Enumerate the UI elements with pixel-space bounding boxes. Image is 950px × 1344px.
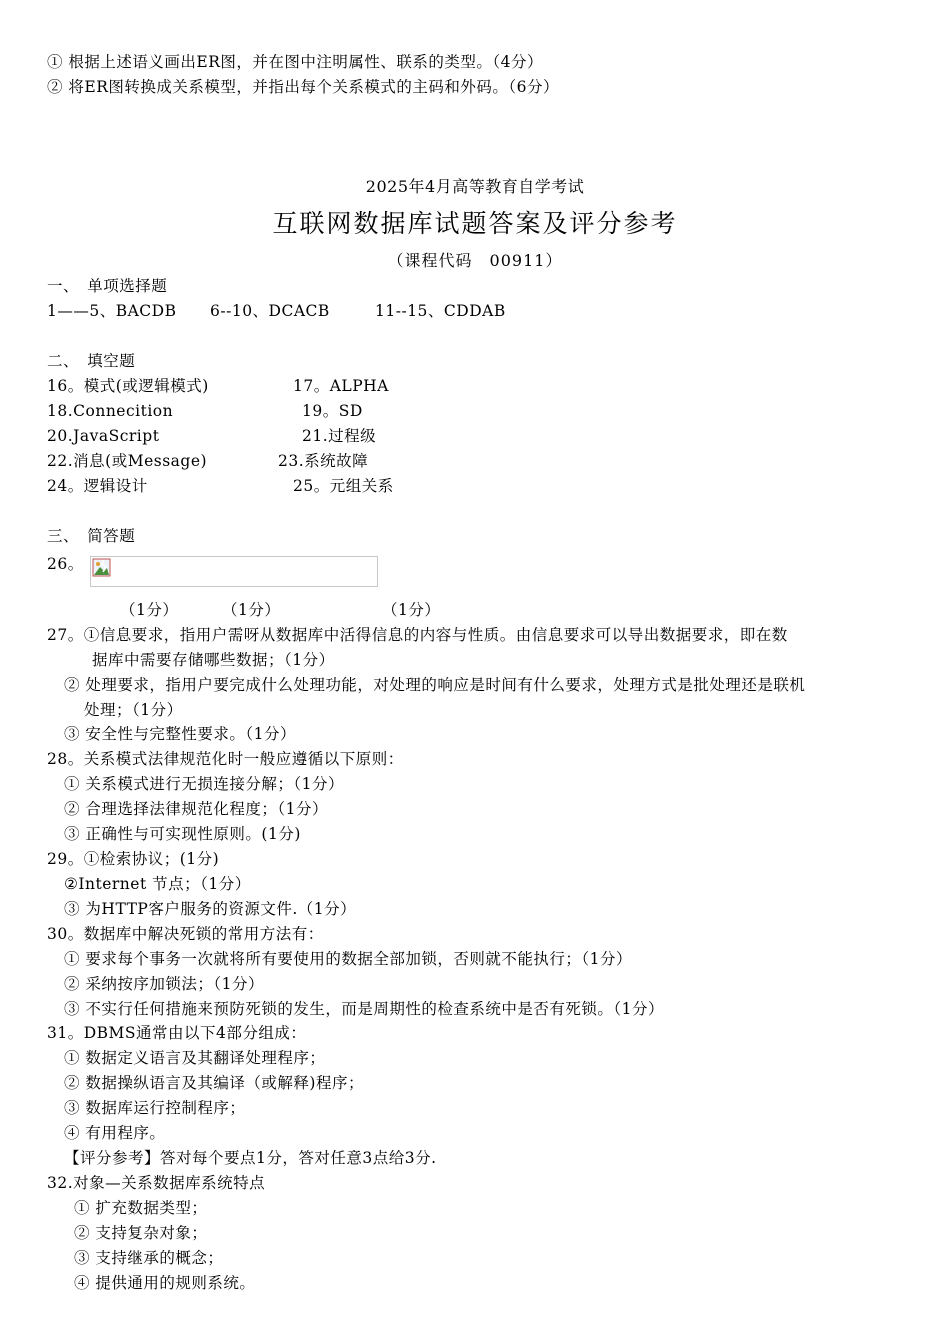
- answer-line: 29。①检索协议；(1分): [47, 850, 220, 868]
- page-title: 互联网数据库试题答案及评分参考: [272, 209, 678, 238]
- choice-answer-3: 11--15、CDDAB: [375, 302, 506, 320]
- fill-answer: 22.消息(或Message): [47, 452, 208, 470]
- answer-line: ① 数据定义语言及其翻译处理程序；: [64, 1049, 326, 1067]
- answer-line: ④ 提供通用的规则系统。: [74, 1274, 256, 1292]
- answer-line: ① 关系模式进行无损连接分解；（1分）: [64, 775, 345, 793]
- section-heading-choice: 一、 单项选择题: [47, 277, 168, 295]
- fill-answer: 24。逻辑设计: [47, 477, 148, 495]
- answer-line: 31。DBMS通常由以下4部分组成：: [47, 1024, 307, 1042]
- fill-answer: 17。ALPHA: [293, 377, 389, 395]
- section-heading-short: 三、 简答题: [47, 527, 136, 545]
- answer-line: ④ 有用程序。: [64, 1124, 166, 1142]
- answer-line: ② 处理要求，指用户要完成什么处理功能，对处理的响应是时间有什么要求，处理方式是批处理还是联机: [64, 676, 806, 694]
- course-code: （课程代码 00911）: [387, 251, 563, 270]
- answer-line: ③ 数据库运行控制程序；: [64, 1099, 246, 1117]
- answer-line: ① 扩充数据类型；: [74, 1199, 208, 1217]
- question-part-2: ② 将ER图转换成关系模型，并指出每个关系模式的主码和外码。（6分）: [47, 78, 560, 96]
- answer-line: ③ 为HTTP客户服务的资源文件.（1分）: [64, 900, 357, 918]
- answer-line: ② 合理选择法律规范化程度；（1分）: [64, 800, 329, 818]
- question-part-1: ① 根据上述语义画出ER图，并在图中注明属性、联系的类型。（4分）: [47, 53, 544, 71]
- q26-mark: （1分）: [120, 601, 179, 619]
- broken-image-frame: [90, 556, 378, 587]
- answer-line: ① 要求每个事务一次就将所有要使用的数据全部加锁，否则就不能执行；（1分）: [64, 950, 633, 968]
- answer-line: 27。①信息要求，指用户需呀从数据库中活得信息的内容与性质。由信息要求可以导出数据要求，即在数: [47, 626, 788, 644]
- fill-answer: 19。SD: [302, 402, 363, 420]
- fill-answer: 25。元组关系: [293, 477, 394, 495]
- answer-line: ③ 支持继承的概念；: [74, 1249, 224, 1267]
- fill-answer: 16。模式(或逻辑模式): [47, 377, 209, 395]
- answer-line: ② 数据操纵语言及其编译（或解释)程序；: [64, 1074, 364, 1092]
- answer-line: 据库中需要存储哪些数据；（1分）: [92, 651, 335, 669]
- section-heading-fill: 二、 填空题: [47, 352, 136, 370]
- broken-image-icon: [92, 558, 112, 578]
- answer-line: 32.对象—关系数据库系统特点: [47, 1174, 266, 1192]
- answer-line: ②Internet 节点；（1分）: [64, 875, 251, 893]
- answer-line: 处理；（1分）: [84, 701, 183, 719]
- choice-answer-2: 6--10、DCACB: [210, 302, 330, 320]
- answer-line: 30。数据库中解决死锁的常用方法有：: [47, 925, 324, 943]
- answer-line: ③ 正确性与可实现性原则。(1分): [64, 825, 301, 843]
- exam-subtitle: 2025年4月高等教育自学考试: [365, 177, 585, 196]
- fill-answer: 23.系统故障: [278, 452, 369, 470]
- answer-line: ② 支持复杂对象；: [74, 1224, 208, 1242]
- q26-mark: （1分）: [222, 601, 281, 619]
- answer-line: ③ 不实行任何措施来预防死锁的发生，而是周期性的检查系统中是否有死锁。（1分）: [64, 1000, 665, 1018]
- fill-answer: 18.Connecition: [47, 402, 174, 420]
- fill-answer: 21.过程级: [302, 427, 377, 445]
- answer-line: ② 采纳按序加锁法；（1分）: [64, 975, 265, 993]
- q26-label: 26。: [47, 555, 84, 573]
- scoring-note: 【评分参考】答对每个要点1分，答对任意3点给3分.: [64, 1149, 437, 1167]
- fill-answer: 20.JavaScript: [47, 427, 160, 445]
- answer-line: 28。关系模式法律规范化时一般应遵循以下原则：: [47, 750, 404, 768]
- answer-line: ③ 安全性与完整性要求。（1分）: [64, 725, 297, 743]
- choice-answer-1: 1——5、BACDB: [47, 302, 177, 320]
- q26-mark: （1分）: [382, 601, 441, 619]
